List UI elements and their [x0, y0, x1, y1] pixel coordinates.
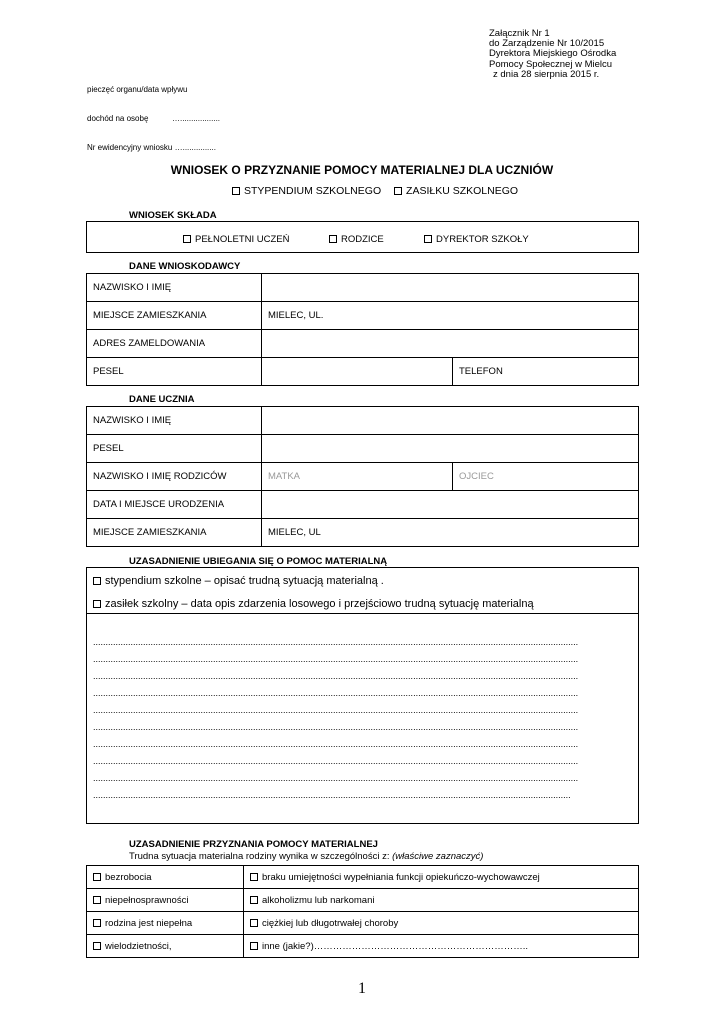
student-name-field[interactable] — [262, 407, 639, 435]
checkbox-icon[interactable] — [93, 942, 101, 950]
income-label: dochód na osobę — [87, 114, 149, 123]
attachment-line: do Zarządzenie Nr 10/2015 — [489, 38, 605, 50]
dotted-line: .................................................................................................................................................................................................. — [93, 722, 579, 732]
label-cell: PESEL — [87, 358, 262, 386]
option-scholarship[interactable] — [232, 185, 381, 197]
attachment-line: Pomocy Społecznej w Mielcu — [489, 58, 613, 70]
reason-label: niepełnosprawności — [105, 894, 189, 906]
label-cell: NAZWISKO I IMIĘ RODZICÓW — [87, 463, 262, 491]
reason-other[interactable] — [244, 935, 639, 958]
submitter-option-label: PEŁNOLETNI UCZEŃ — [195, 234, 290, 245]
grant-subheading-note: (właściwe zaznaczyć) — [392, 851, 484, 862]
checkbox-icon[interactable] — [93, 896, 101, 904]
checkbox-icon[interactable] — [329, 235, 337, 243]
reason-disability[interactable] — [87, 889, 244, 912]
reason-parenting[interactable] — [244, 866, 639, 889]
submitter-box — [86, 221, 639, 253]
reason-label: braku umiejętności wypełniania funkcji opiekuńczo-wychowawczej — [262, 871, 540, 883]
checkbox-icon[interactable] — [424, 235, 432, 243]
justification-allowance[interactable] — [93, 598, 534, 610]
reason-unemployment[interactable] — [87, 866, 244, 889]
checkbox-icon[interactable] — [93, 873, 101, 881]
label-cell: NAZWISKO I IMIĘ — [87, 407, 262, 435]
applicant-residence-field[interactable]: MIELEC, UL. — [262, 302, 639, 330]
checkbox-icon[interactable] — [394, 187, 402, 195]
student-residence-field[interactable]: MIELEC, UL — [262, 519, 639, 547]
attachment-note — [489, 29, 616, 80]
stamp-label: pieczęć organu/data wpływu — [87, 85, 188, 94]
dotted-line: .................................................................................................................................................................................................. — [93, 654, 579, 664]
option-allowance-label: ZASIŁKU SZKOLNEGO — [406, 185, 519, 197]
attachment-line: z dnia 28 sierpnia 2015 r. — [493, 68, 600, 80]
label-cell: MIEJSCE ZAMIESZKANIA — [87, 519, 262, 547]
record-number-text: Nr ewidencyjny wniosku — [87, 143, 173, 152]
reason-label: inne (jakie?)………………………………………………………….. — [262, 940, 529, 952]
reason-single-parent[interactable] — [87, 912, 244, 935]
label-cell: MIEJSCE ZAMIESZKANIA — [87, 302, 262, 330]
reason-label: bezrobocia — [105, 871, 152, 883]
checkbox-icon[interactable] — [93, 577, 101, 585]
justification-option-label: zasiłek szkolny – data opis zdarzenia losowego i przejściowo trudną sytuację materialną — [105, 598, 534, 610]
dotted-line: .................................................................................................................................................................................................. — [93, 705, 579, 715]
reason-label: ciężkiej lub długotrwałej choroby — [262, 917, 399, 929]
option-scholarship-label: STYPENDIUM SZKOLNEGO — [244, 185, 382, 197]
student-table — [86, 406, 639, 547]
checkbox-icon[interactable] — [183, 235, 191, 243]
label-cell: DATA I MIEJSCE URODZENIA — [87, 491, 262, 519]
mother-field[interactable]: MATKA — [262, 463, 453, 491]
record-number-field[interactable]: …............... — [174, 143, 216, 152]
grant-table — [86, 865, 639, 958]
applicant-table — [86, 273, 639, 386]
aid-type-options — [232, 185, 518, 197]
dotted-line: .................................................................................................................................................................................................. — [93, 739, 579, 749]
grant-subheading — [129, 851, 483, 862]
checkbox-icon[interactable] — [250, 919, 258, 927]
attachment-line: Dyrektora Miejskiego Ośrodka — [489, 48, 617, 60]
submitter-principal[interactable] — [424, 234, 529, 245]
grant-heading: UZASADNIENIE PRZYZNANIA POMOCY MATERIALNEJ — [129, 839, 378, 850]
reason-large-family[interactable] — [87, 935, 244, 958]
applicant-registered-field[interactable] — [262, 330, 639, 358]
birth-field[interactable] — [262, 491, 639, 519]
checkbox-icon[interactable] — [232, 187, 240, 195]
attachment-line: Załącznik Nr 1 — [489, 28, 550, 39]
dotted-line: ............................................................................................................................................................................................... — [93, 790, 571, 800]
justification-scholarship[interactable] — [93, 575, 384, 587]
applicant-name-field[interactable] — [262, 274, 639, 302]
reason-label: rodzina jest niepełna — [105, 917, 193, 929]
form-title: WNIOSEK O PRZYZNANIE POMOCY MATERIALNEJ DLA UCZNIÓW — [170, 163, 554, 177]
student-pesel-field[interactable] — [262, 435, 639, 463]
checkbox-icon[interactable] — [93, 600, 101, 608]
father-field[interactable]: OJCIEC — [453, 463, 639, 491]
checkbox-icon[interactable] — [93, 919, 101, 927]
reason-label: alkoholizmu lub narkomani — [262, 894, 375, 906]
record-number-label — [87, 143, 216, 152]
label-cell: NAZWISKO I IMIĘ — [87, 274, 262, 302]
justification-option-label: stypendium szkolne – opisać trudną sytuacją materialną . — [105, 575, 384, 587]
page-number: 1 — [358, 980, 366, 997]
applicant-phone-field[interactable]: TELEFON — [453, 358, 639, 386]
reason-label: wielodzietności, — [105, 940, 172, 952]
submitter-option-label: RODZICE — [341, 234, 384, 245]
justification-heading: UZASADNIENIE UBIEGANIA SIĘ O POMOC MATERIALNĄ — [129, 556, 388, 567]
dotted-line: .................................................................................................................................................................................................. — [93, 637, 579, 647]
description-area[interactable] — [93, 634, 633, 804]
label-cell: ADRES ZAMELDOWANIA — [87, 330, 262, 358]
dotted-line: .................................................................................................................................................................................................. — [93, 773, 579, 783]
dotted-line: .................................................................................................................................................................................................. — [93, 671, 579, 681]
label-cell: PESEL — [87, 435, 262, 463]
checkbox-icon[interactable] — [250, 942, 258, 950]
income-field[interactable]: ….................. — [172, 114, 221, 123]
submitter-heading: WNIOSEK SKŁADA — [129, 210, 217, 221]
reason-addiction[interactable] — [244, 889, 639, 912]
divider — [87, 613, 638, 614]
reason-illness[interactable] — [244, 912, 639, 935]
checkbox-icon[interactable] — [250, 896, 258, 904]
applicant-pesel-field[interactable] — [262, 358, 453, 386]
dotted-line: .................................................................................................................................................................................................. — [93, 756, 579, 766]
student-heading: DANE UCZNIA — [129, 394, 195, 405]
option-allowance[interactable] — [394, 185, 518, 197]
justification-box — [86, 567, 639, 824]
dotted-line: .................................................................................................................................................................................................. — [93, 688, 579, 698]
grant-subheading-text: Trudna sytuacja materialna rodziny wynika w szczególności z: — [129, 851, 390, 862]
applicant-heading: DANE WNIOSKODAWCY — [129, 261, 241, 272]
submitter-adult-student[interactable] — [183, 234, 290, 245]
submitter-option-label: DYREKTOR SZKOŁY — [436, 234, 529, 245]
checkbox-icon[interactable] — [250, 873, 258, 881]
submitter-parents[interactable] — [329, 234, 384, 245]
